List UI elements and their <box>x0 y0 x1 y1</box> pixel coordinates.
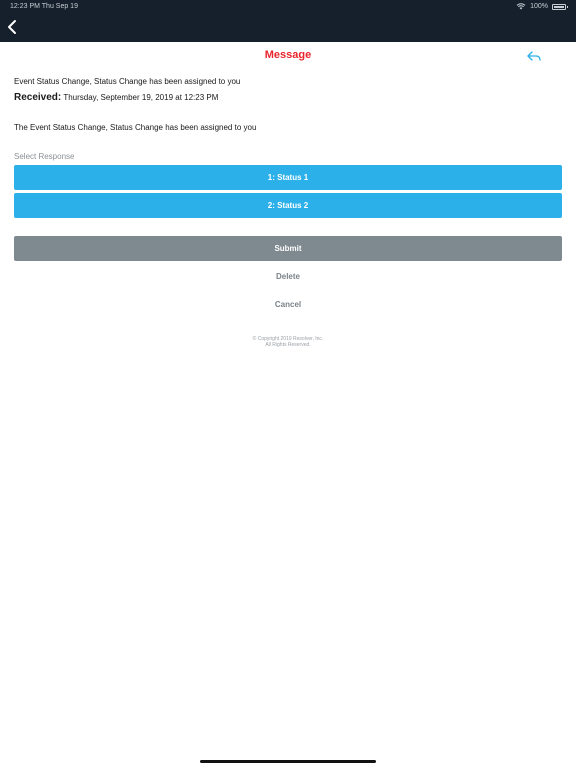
status-time: 12:23 PM Thu Sep 19 <box>10 3 78 10</box>
select-response-label: Select Response <box>14 152 75 161</box>
copyright-line-1: © Copyright 2019 Resolver, Inc. <box>252 336 324 342</box>
copyright-line-2: All Rights Reserved. <box>265 342 311 348</box>
wifi-icon <box>516 3 526 10</box>
copyright-notice <box>0 336 576 348</box>
reply-button[interactable] <box>526 50 542 62</box>
chevron-left-icon <box>5 18 21 36</box>
reply-arrow-icon <box>526 50 542 62</box>
navigation-bar <box>0 0 576 42</box>
battery-icon <box>552 4 566 10</box>
response-option-status-1[interactable]: 1: Status 1 <box>14 165 562 190</box>
back-button[interactable] <box>5 18 21 36</box>
message-body: The Event Status Change, Status Change has been assigned to you <box>14 123 257 132</box>
received-label: Received: <box>14 92 62 103</box>
home-indicator[interactable] <box>200 760 376 763</box>
message-subject: Event Status Change, Status Change has been assigned to you <box>14 77 241 86</box>
response-option-status-2[interactable]: 2: Status 2 <box>14 193 562 218</box>
status-indicators <box>516 3 566 10</box>
submit-button[interactable]: Submit <box>14 236 562 261</box>
received-line <box>14 92 218 103</box>
received-date: Thursday, September 19, 2019 at 12:23 PM <box>61 93 219 102</box>
status-bar <box>0 0 576 14</box>
delete-button[interactable]: Delete <box>275 272 300 281</box>
page-title: Message <box>264 49 312 61</box>
cancel-button[interactable]: Cancel <box>274 300 302 309</box>
battery-percentage: 100% <box>530 3 548 10</box>
